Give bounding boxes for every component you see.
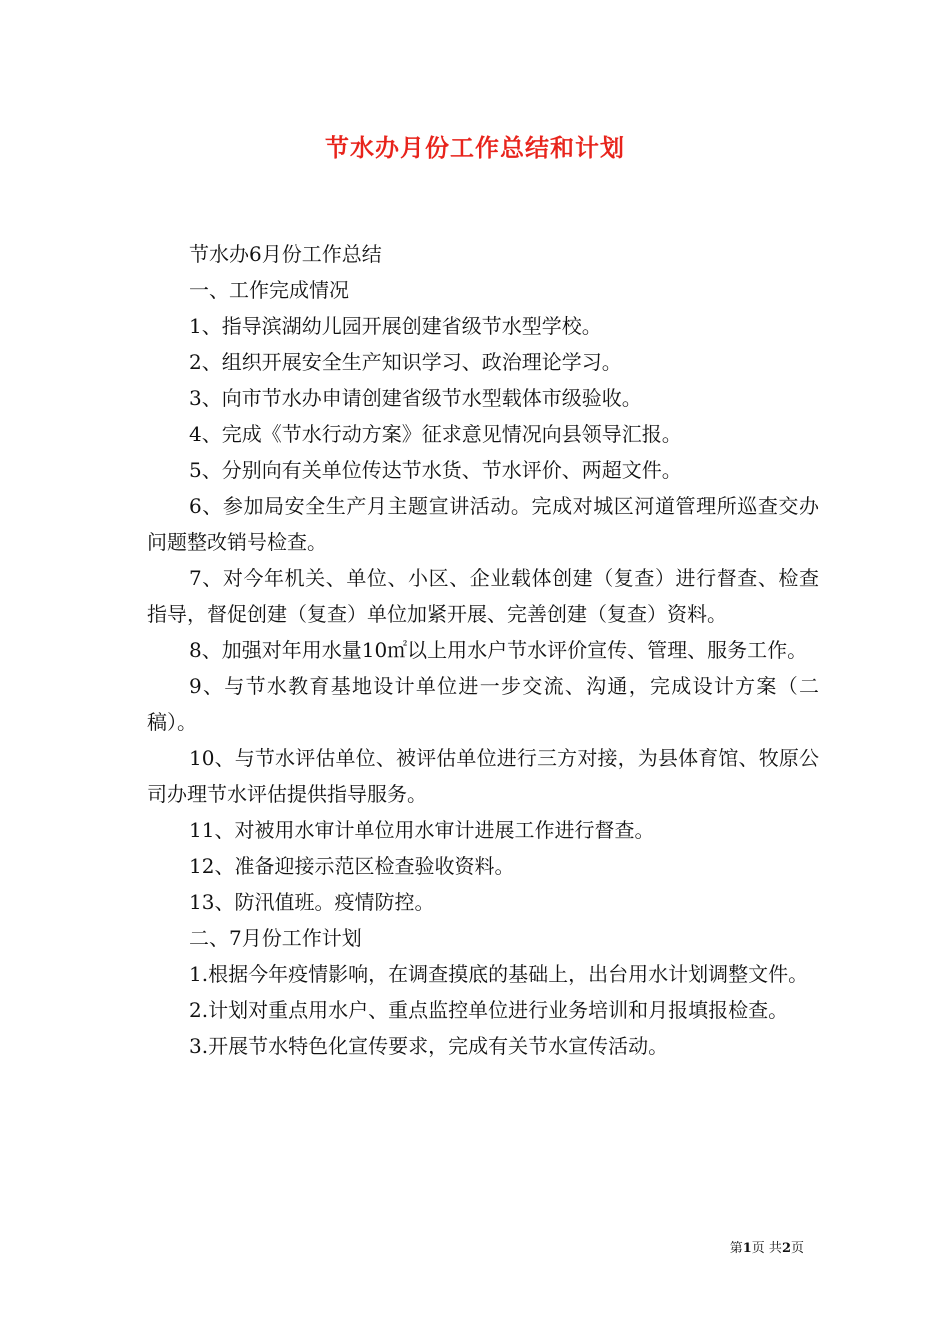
list-item: 2、组织开展安全生产知识学习、政治理论学习。 — [189, 350, 622, 374]
document-body — [147, 236, 819, 1064]
list-item: 5、分别向有关单位传达节水货、节水评价、两超文件。 — [189, 458, 682, 482]
list-item: 13、防汛值班。疫情防控。 — [189, 890, 435, 914]
list-item: 1.根据今年疫情影响，在调查摸底的基础上，出台用水计划调整文件。 — [189, 962, 809, 986]
list-item: 8、加强对年用水量10㎡以上用水户节水评价宣传、管理、服务工作。 — [189, 638, 808, 662]
page-number-prefix: 第 — [729, 1241, 743, 1256]
list-item: 6、参加局安全生产月主题宣讲活动。完成对城区河道管理所巡查交办问题整改销号检查。 — [147, 494, 819, 554]
section-heading-plan: 二、7月份工作计划 — [189, 926, 362, 950]
list-item: 4、完成《节水行动方案》征求意见情况向县领导汇报。 — [189, 422, 682, 446]
list-item: 2.计划对重点用水户、重点监控单位进行业务培训和月报填报检查。 — [189, 998, 789, 1022]
total-pages: 2 — [781, 1241, 791, 1256]
list-item: 12、准备迎接示范区检查验收资料。 — [189, 854, 515, 878]
list-item: 3、向市节水办申请创建省级节水型载体市级验收。 — [189, 386, 642, 410]
list-item: 1、指导滨湖幼儿园开展创建省级节水型学校。 — [189, 314, 602, 338]
list-item: 10、与节水评估单位、被评估单位进行三方对接，为县体育馆、牧原公司办理节水评估提供指导服务。 — [147, 746, 819, 806]
page-number — [730, 1240, 804, 1258]
list-item: 3.开展节水特色化宣传要求，完成有关节水宣传活动。 — [189, 1034, 669, 1058]
list-item: 11、对被用水审计单位用水审计进展工作进行督查。 — [189, 818, 655, 842]
list-item: 7、对今年机关、单位、小区、企业载体创建（复查）进行督查、检查指导，督促创建（复查）单位加紧开展、完善创建（复查）资料。 — [147, 566, 819, 626]
page-number-middle: 页 共 — [751, 1241, 782, 1256]
current-page: 1 — [742, 1241, 752, 1256]
list-item: 9、与节水教育基地设计单位进一步交流、沟通，完成设计方案（二稿）。 — [147, 674, 819, 734]
section-heading-completed: 一、工作完成情况 — [189, 278, 349, 302]
document-title: 节水办月份工作总结和计划 — [325, 133, 625, 162]
page-number-suffix: 页 — [790, 1241, 804, 1256]
section-heading-summary: 节水办6月份工作总结 — [189, 242, 382, 266]
